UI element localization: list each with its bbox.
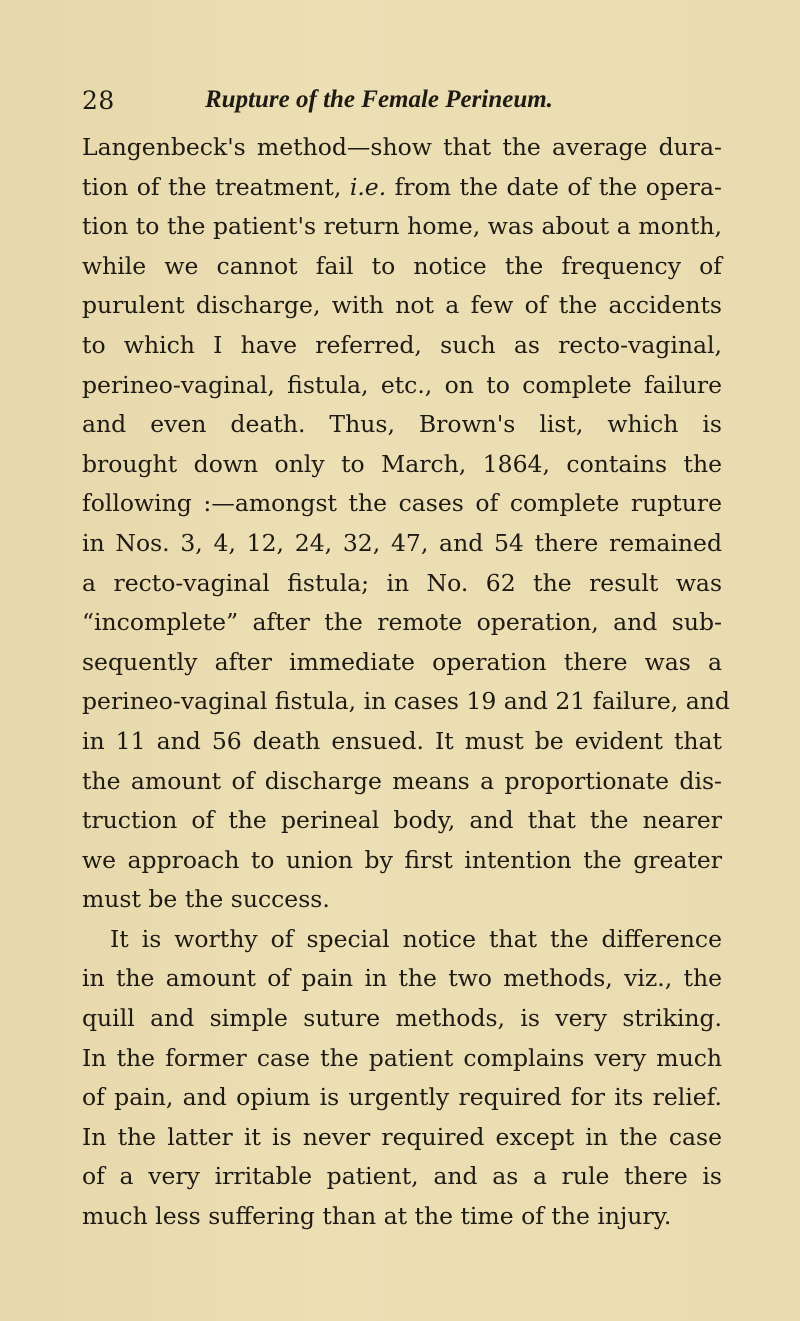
text-line: while we cannot fail to notice the frequency of — [82, 251, 722, 280]
text-line: tion to the patient's return home, was about a month, — [82, 212, 722, 241]
text-line: truction of the perineal body, and that the nearer — [82, 806, 722, 835]
text-line: perineo-vaginal fistula, in cases 19 and 21 failure, and — [82, 687, 730, 716]
text-line — [82, 168, 722, 208]
text-line: the amount of discharge means a proportionate dis- — [82, 766, 722, 795]
text-line: in the amount of pain in the two methods, viz., the — [82, 964, 722, 993]
text-line: In the latter it is never required except in the case — [82, 1122, 722, 1151]
text-line: a recto-vaginal fistula; in No. 62 the result was — [82, 568, 722, 597]
text-line: must be the success. — [82, 885, 330, 914]
italic-abbreviation: i.e. — [349, 172, 387, 201]
text-line: purulent discharge, with not a few of the accidents — [82, 291, 722, 320]
text-line: In the former case the patient complains very much — [82, 1043, 722, 1072]
text-segment: tion of the treatment, — [82, 172, 350, 201]
text-line: and even death. Thus, Brown's list, which is — [82, 410, 722, 439]
text-line: “incomplete” after the remote operation, and sub- — [82, 608, 722, 637]
body-text — [82, 128, 730, 1237]
page-number: 28 — [82, 86, 115, 115]
page-header — [82, 86, 722, 126]
text-line: brought down only to March, 1864, contains the — [82, 449, 722, 478]
text-line: in Nos. 3, 4, 12, 24, 32, 47, and 54 there remained — [82, 528, 722, 557]
text-line: of a very irritable patient, and as a rule there is — [82, 1162, 722, 1191]
text-line: quill and simple suture methods, is very striking. — [82, 1004, 722, 1033]
text-line: sequently after immediate operation there was a — [82, 647, 722, 676]
text-line: we approach to union by first intention the greater — [82, 845, 722, 874]
text-line: in 11 and 56 death ensued. It must be evident that — [82, 726, 722, 755]
text-line: perineo-vaginal, fistula, etc., on to complete failure — [82, 370, 722, 399]
text-line: of pain, and opium is urgently required for its relief. — [82, 1083, 722, 1112]
text-segment: from the date of the opera- — [386, 172, 722, 201]
text-line: to which I have referred, such as recto-vaginal, — [82, 330, 722, 359]
running-title: Rupture of the Female Perineum. — [205, 86, 553, 113]
text-line: much less suffering than at the time of the injury. — [82, 1202, 672, 1231]
text-line: following :—amongst the cases of complete rupture — [82, 489, 722, 518]
text-line: Langenbeck's method—show that the average dura- — [82, 133, 722, 161]
text-line: It is worthy of special notice that the difference — [110, 924, 722, 953]
